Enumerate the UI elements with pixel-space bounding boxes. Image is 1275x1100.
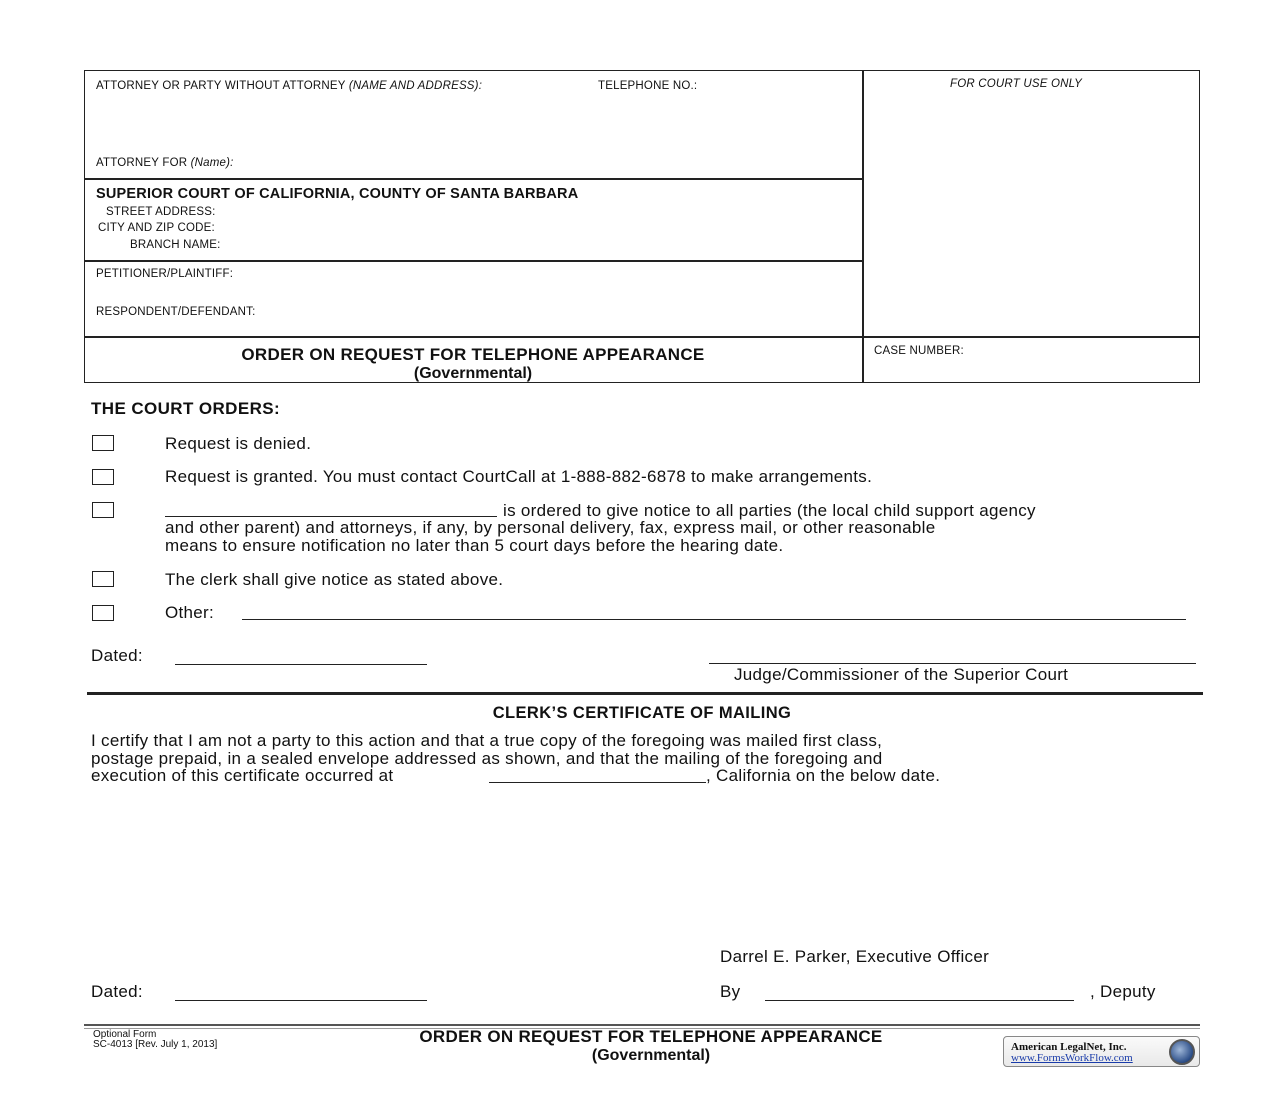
checkbox-other[interactable] xyxy=(92,605,114,621)
american-legalnet-logo[interactable] xyxy=(1003,1036,1200,1067)
by-label: By xyxy=(720,982,741,1001)
divider-attorney xyxy=(84,178,862,180)
certificate-dated-blank[interactable] xyxy=(175,1000,427,1001)
notice-party-blank[interactable] xyxy=(165,516,497,517)
divider-court xyxy=(84,260,862,262)
section-divider xyxy=(87,692,1203,695)
court-use-text: FOR COURT USE ONLY xyxy=(950,78,1083,90)
other-blank[interactable] xyxy=(242,619,1186,620)
footer-optional-form: Optional Form xyxy=(93,1029,157,1040)
deputy-signature-blank[interactable] xyxy=(765,1000,1074,1001)
city-zip-label: CITY AND ZIP CODE: xyxy=(98,222,215,234)
order-other-label: Other: xyxy=(165,603,215,622)
order-notice-line1: is ordered to give notice to all parties (the local child support agency xyxy=(503,501,1036,520)
footer-subtitle: (Governmental) xyxy=(591,1047,711,1064)
order-denied: Request is denied. xyxy=(165,434,312,453)
certificate-heading: CLERK’S CERTIFICATE OF MAILING xyxy=(492,704,792,722)
logo-company-name: American LegalNet, Inc. xyxy=(1011,1041,1127,1053)
form-title: ORDER ON REQUEST FOR TELEPHONE APPEARANCE xyxy=(241,345,705,364)
orders-dated-blank[interactable] xyxy=(175,664,427,665)
checkbox-granted[interactable] xyxy=(92,469,114,485)
checkbox-notice-party[interactable] xyxy=(92,502,114,518)
branch-name-label: BRANCH NAME: xyxy=(130,239,221,251)
globe-icon xyxy=(1169,1039,1195,1065)
attorney-label-italic: (NAME AND ADDRESS): xyxy=(348,80,483,92)
case-number-label: CASE NUMBER: xyxy=(874,345,964,357)
checkbox-denied[interactable] xyxy=(92,435,114,451)
street-address-label: STREET ADDRESS: xyxy=(106,206,216,218)
respondent-label: RESPONDENT/DEFENDANT: xyxy=(96,306,256,318)
court-name: SUPERIOR COURT OF CALIFORNIA, COUNTY OF SANTA BARBARA xyxy=(96,186,579,202)
certificate-line3-pre: execution of this certificate occurred at xyxy=(91,766,394,785)
judge-label: Judge/Commissioner of the Superior Court xyxy=(734,665,1069,684)
certificate-line1: I certify that I am not a party to this action and that a true copy of the foregoing was mailed first class, xyxy=(91,731,883,750)
certificate-location-blank[interactable] xyxy=(489,782,706,783)
footer-title: ORDER ON REQUEST FOR TELEPHONE APPEARANCE xyxy=(419,1027,883,1046)
divider-parties xyxy=(84,336,1200,338)
order-clerk-notice: The clerk shall give notice as stated above. xyxy=(165,570,504,589)
order-notice-line3: means to ensure notification no later than 5 court days before the hearing date. xyxy=(165,536,784,555)
petitioner-label: PETITIONER/PLAINTIFF: xyxy=(96,268,234,280)
attorney-for-label xyxy=(96,157,234,169)
court-orders-heading: THE COURT ORDERS: xyxy=(91,399,281,418)
form-subtitle: (Governmental) xyxy=(413,365,533,382)
attorney-label-text: ATTORNEY OR PARTY WITHOUT ATTORNEY xyxy=(96,80,346,92)
attorney-for-text: ATTORNEY FOR xyxy=(96,157,188,169)
checkbox-clerk-notice[interactable] xyxy=(92,571,114,587)
certificate-dated-label: Dated: xyxy=(91,982,143,1001)
executive-officer: Darrel E. Parker, Executive Officer xyxy=(720,947,990,966)
telephone-label: TELEPHONE NO.: xyxy=(598,80,698,92)
orders-dated-label: Dated: xyxy=(91,646,143,665)
logo-url[interactable]: www.FormsWorkFlow.com xyxy=(1011,1052,1133,1064)
order-granted: Request is granted. You must contact CourtCall at 1-888-882-6878 to make arrangements. xyxy=(165,467,873,486)
certificate-line2: postage prepaid, in a sealed envelope addressed as shown, and that the mailing of the foregoing and xyxy=(91,749,883,768)
certificate-line3-post: , California on the below date. xyxy=(706,766,941,785)
deputy-label: , Deputy xyxy=(1090,982,1156,1001)
judge-signature-line[interactable] xyxy=(709,663,1196,664)
court-use-label xyxy=(950,78,1082,90)
attorney-label xyxy=(96,80,482,92)
footer-rule-top xyxy=(84,1024,1200,1026)
attorney-for-italic: (Name): xyxy=(190,157,234,169)
order-notice-line2: and other parent) and attorneys, if any, by personal delivery, fax, express mail, or other reasonable xyxy=(165,518,936,537)
footer-form-number: SC-4013 [Rev. July 1, 2013] xyxy=(93,1039,218,1050)
